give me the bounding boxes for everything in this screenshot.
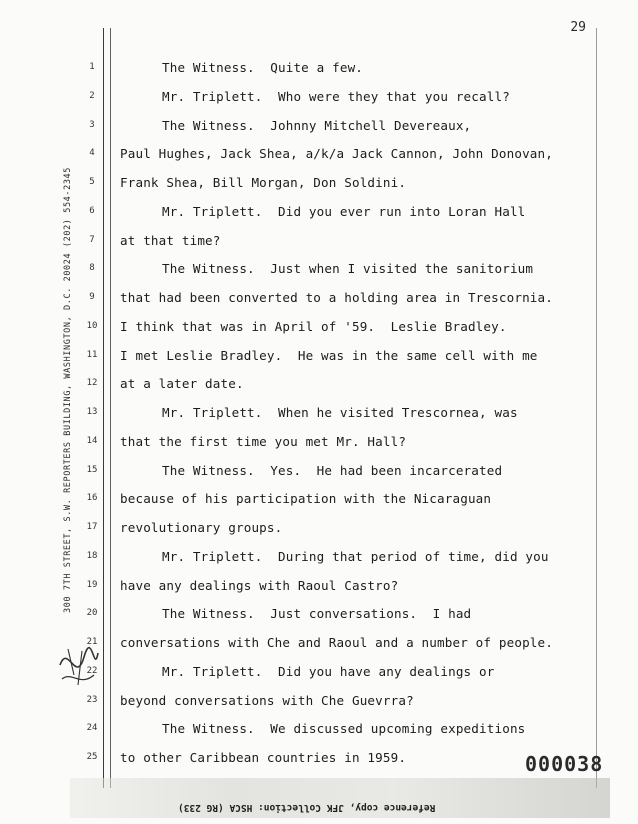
line-number: 11 bbox=[86, 350, 98, 360]
transcript-line: The Witness. We discussed upcoming expeditions bbox=[162, 721, 526, 736]
line-number: 6 bbox=[89, 206, 95, 216]
line-number: 22 bbox=[86, 666, 98, 676]
reporter-imprint-text: 300 7TH STREET, S.W. REPORTERS BUILDING, WASHINGTON, D.C. 20024 (202) 554-2345 bbox=[63, 167, 73, 613]
transcript-line: Mr. Triplett. During that period of time, did you bbox=[162, 549, 549, 564]
transcript-line: to other Caribbean countries in 1959. bbox=[120, 750, 407, 765]
line-number: 17 bbox=[86, 522, 98, 532]
line-number: 1 bbox=[89, 62, 95, 72]
right-margin-rule bbox=[596, 28, 597, 788]
transcript-line: that the first time you met Mr. Hall? bbox=[120, 434, 407, 449]
transcript-line: because of his participation with the Nicaraguan bbox=[120, 491, 492, 506]
line-number: 2 bbox=[89, 91, 95, 101]
line-number: 19 bbox=[86, 580, 98, 590]
reporter-imprint bbox=[58, 150, 78, 630]
line-number: 10 bbox=[86, 321, 98, 331]
line-number: 3 bbox=[89, 120, 95, 130]
line-number: 4 bbox=[89, 148, 95, 158]
line-number: 23 bbox=[86, 695, 98, 705]
transcript-line: The Witness. Quite a few. bbox=[162, 60, 364, 75]
transcript-line: Paul Hughes, Jack Shea, a/k/a Jack Cannon, John Donovan, bbox=[120, 146, 553, 161]
line-number: 7 bbox=[89, 235, 95, 245]
line-number: 13 bbox=[86, 407, 98, 417]
line-number: 9 bbox=[89, 292, 95, 302]
transcript-line: Mr. Triplett. Did you have any dealings or bbox=[162, 664, 495, 679]
transcript-line: The Witness. Yes. He had been incarcerated bbox=[162, 463, 503, 478]
line-number: 8 bbox=[89, 263, 95, 273]
transcript-line: I met Leslie Bradley. He was in the same cell with me bbox=[120, 348, 538, 363]
line-number: 14 bbox=[86, 436, 98, 446]
line-number: 24 bbox=[86, 723, 98, 733]
transcript-line: I think that was in April of '59. Leslie Bradley. bbox=[120, 319, 507, 334]
transcript-line: beyond conversations with Che Guevrra? bbox=[120, 693, 414, 708]
line-number: 16 bbox=[86, 493, 98, 503]
transcript-line: at a later date. bbox=[120, 376, 244, 391]
transcript-line: Mr. Triplett. When he visited Trescornea, was bbox=[162, 405, 518, 420]
transcript-line: The Witness. Johnny Mitchell Devereaux, bbox=[162, 118, 472, 133]
margin-rule bbox=[103, 28, 104, 788]
transcript-line: The Witness. Just conversations. I had bbox=[162, 606, 472, 621]
page-number: 29 bbox=[570, 20, 586, 35]
line-number: 12 bbox=[86, 378, 98, 388]
collection-footer: Reference copy, JFK Collection: HSCA (RG 233) bbox=[178, 802, 436, 813]
transcript-line: Mr. Triplett. Did you ever run into Loran Hall bbox=[162, 204, 526, 219]
transcript-line: at that time? bbox=[120, 233, 221, 248]
transcript-line: conversations with Che and Raoul and a number of people. bbox=[120, 635, 553, 650]
transcript-line: that had been converted to a holding area in Trescornia. bbox=[120, 290, 553, 305]
margin-rule-inner bbox=[110, 28, 111, 788]
line-number: 15 bbox=[86, 465, 98, 475]
document-number: 000038 bbox=[525, 752, 604, 776]
transcript-line: The Witness. Just when I visited the sanitorium bbox=[162, 261, 534, 276]
line-number: 5 bbox=[89, 177, 95, 187]
transcript-line: revolutionary groups. bbox=[120, 520, 283, 535]
line-number: 20 bbox=[86, 608, 98, 618]
line-number: 18 bbox=[86, 551, 98, 561]
transcript-line: Frank Shea, Bill Morgan, Don Soldini. bbox=[120, 175, 407, 190]
line-number: 21 bbox=[86, 637, 98, 647]
transcript-line: Mr. Triplett. Who were they that you recall? bbox=[162, 89, 510, 104]
line-number: 25 bbox=[86, 752, 98, 762]
transcript-line: have any dealings with Raoul Castro? bbox=[120, 578, 399, 593]
